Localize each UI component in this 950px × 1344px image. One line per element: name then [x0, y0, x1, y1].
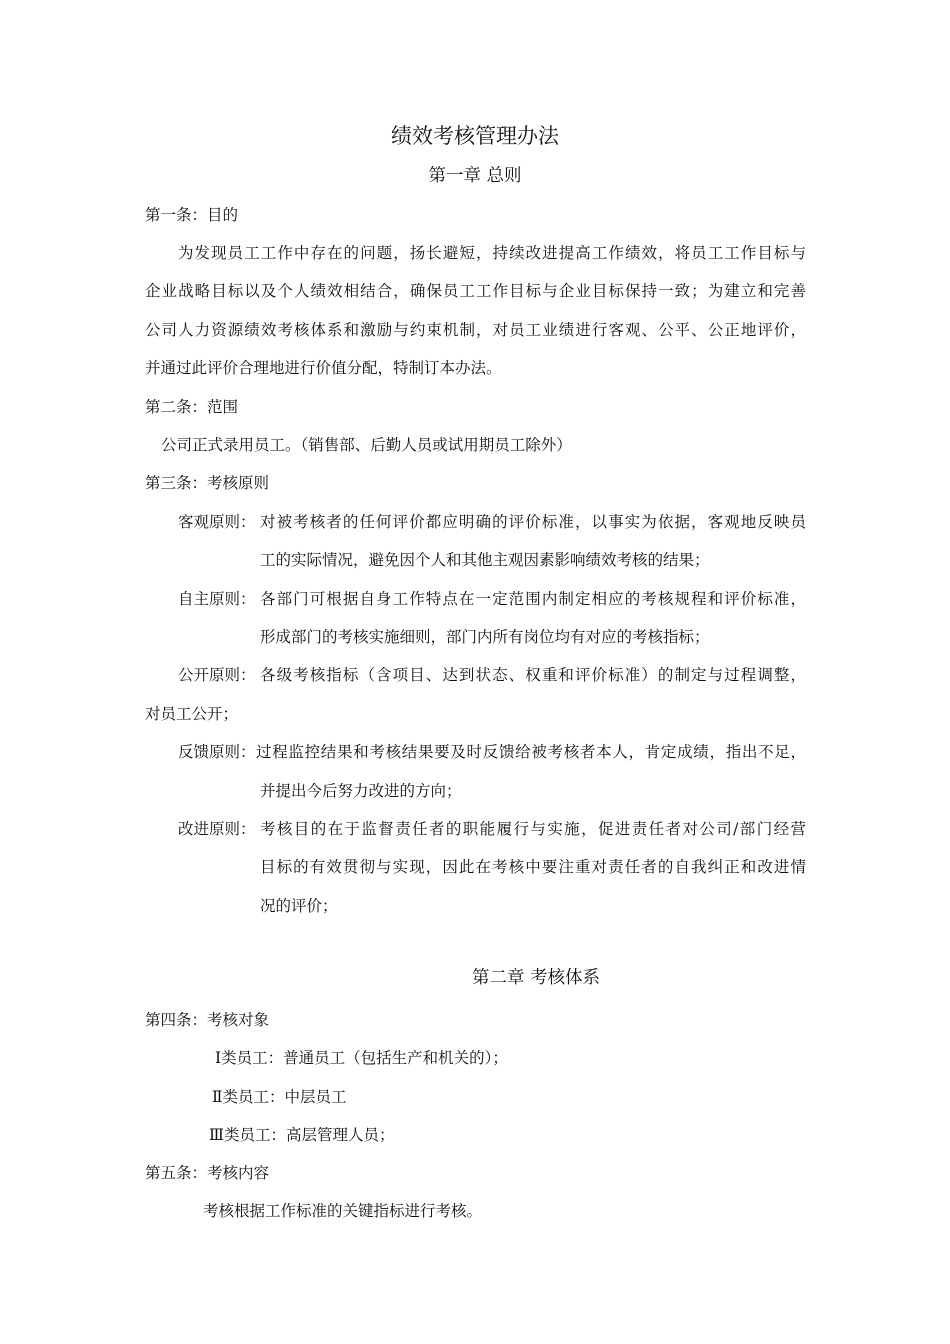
principle-text-objective-2: 工的实际情况，避免因个人和其他主观因素影响绩效考核的结果；: [260, 551, 710, 569]
principle-text-feedback-2: 并提出今后努力改进的方向；: [260, 782, 462, 800]
principle-text-autonomy-1: 各部门可根据自身工作特点在一定范围内制定相应的考核规程和评价标准，: [260, 590, 806, 608]
article-1-line-2: 企业战略目标以及个人绩效相结合，确保员工工作目标与企业目标保持一致；为建立和完善: [145, 282, 806, 300]
principle-label-feedback: 反馈原则：: [178, 743, 256, 761]
article-5-text: 考核根据工作标准的关键指标进行考核。: [203, 1202, 483, 1220]
chapter-1-heading: 第一章 总则: [428, 166, 522, 186]
chapter-2-heading: 第二章 考核体系: [472, 968, 601, 988]
article-4-heading: 第四条：考核对象: [145, 1011, 270, 1029]
principle-text-autonomy-2: 形成部门的考核实施细则，部门内所有岗位均有对应的考核指标；: [260, 628, 710, 646]
principle-text-openness-2: 对员工公开；: [145, 705, 239, 723]
principle-label-openness: 公开原则：: [178, 666, 256, 684]
article-5-heading: 第五条：考核内容: [145, 1164, 270, 1182]
article-1-line-3: 公司人力资源绩效考核体系和激励与约束机制，对员工业绩进行客观、公平、公正地评价，: [145, 321, 806, 339]
article-3-heading: 第三条：考核原则: [145, 474, 270, 492]
principle-text-openness-1: 各级考核指标（含项目、达到状态、权重和评价标准）的制定与过程调整，: [260, 666, 806, 684]
employee-class-2: Ⅱ类员工：中层员工: [212, 1088, 347, 1106]
principle-label-improvement: 改进原则：: [178, 820, 256, 838]
article-1-heading: 第一条：目的: [145, 206, 239, 224]
principle-text-feedback-1: 过程监控结果和考核结果要及时反馈给被考核者本人，肯定成绩，指出不足，: [256, 743, 806, 761]
article-2-text: 公司正式录用员工。（销售部、后勤人员或试用期员工除外）: [161, 436, 572, 454]
article-2-heading: 第二条：范围: [145, 398, 239, 416]
employee-class-3: Ⅲ类员工：高层管理人员；: [209, 1126, 395, 1144]
document-title: 绩效考核管理办法: [391, 124, 559, 148]
principle-label-autonomy: 自主原则：: [178, 590, 256, 608]
principle-label-objective: 客观原则：: [178, 513, 256, 531]
article-1-line-4: 并通过此评价合理地进行价值分配，特制订本办法。: [145, 359, 502, 377]
employee-class-1: Ⅰ类员工：普通员工（包括生产和机关的）；: [215, 1049, 508, 1067]
principle-text-improvement-3: 况的评价；: [260, 897, 338, 915]
principle-text-objective-1: 对被考核者的任何评价都应明确的评价标准，以事实为依据，客观地反映员: [260, 513, 806, 531]
article-1-line-1: 为发现员工工作中存在的问题，扬长避短，持续改进提高工作绩效，将员工工作目标与: [178, 244, 806, 262]
principle-text-improvement-2: 目标的有效贯彻与实现，因此在考核中要注重对责任者的自我纠正和改进情: [260, 858, 806, 876]
principle-text-improvement-1: 考核目的在于监督责任者的职能履行与实施，促进责任者对公司/部门经营: [260, 820, 806, 838]
